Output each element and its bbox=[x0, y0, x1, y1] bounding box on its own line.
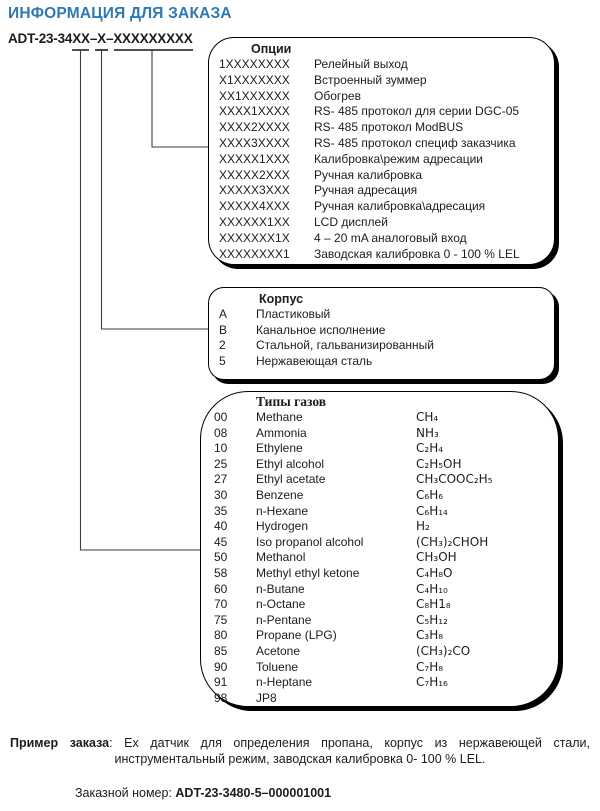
gas-code: 85 bbox=[214, 643, 228, 658]
gas-row bbox=[201, 691, 558, 707]
option-label: 4 – 20 mA аналоговый вход bbox=[314, 230, 467, 245]
leader-housing-box bbox=[102, 50, 209, 329]
order-number-line bbox=[75, 786, 331, 800]
option-label: Калибровка\режим адресации bbox=[314, 151, 483, 166]
gas-formula: C₂H₅OH bbox=[416, 456, 462, 471]
gas-name: n-Pentane bbox=[256, 612, 312, 627]
order-number-label: Заказной номер: bbox=[75, 786, 176, 800]
option-row bbox=[209, 215, 554, 231]
gas-row bbox=[201, 519, 558, 535]
gas-formula: (CH₃)₂CHOH bbox=[416, 534, 489, 549]
option-row bbox=[209, 89, 554, 105]
gas-row bbox=[201, 472, 558, 488]
gas-formula: CH₃OH bbox=[416, 550, 457, 565]
gas-code: 70 bbox=[214, 597, 228, 612]
gas-code: 10 bbox=[214, 441, 228, 456]
gas-row bbox=[201, 535, 558, 551]
housing-code: B bbox=[219, 322, 228, 337]
housing-code: A bbox=[219, 307, 228, 321]
gas-row bbox=[201, 457, 558, 473]
option-code: XXXXX4XXX bbox=[219, 199, 290, 214]
option-label: LCD дисплей bbox=[314, 214, 388, 229]
housing-box bbox=[208, 287, 555, 380]
gas-row bbox=[201, 441, 558, 457]
gas-code: 08 bbox=[214, 425, 228, 440]
option-label: Ручная адресация bbox=[314, 183, 418, 198]
housing-row bbox=[209, 307, 554, 323]
gas-name: Acetone bbox=[256, 643, 301, 658]
gas-code: 75 bbox=[214, 612, 228, 627]
leader-options-box bbox=[152, 50, 208, 147]
gas-formula: C₈H1₈ bbox=[416, 597, 451, 612]
gas-row bbox=[201, 675, 558, 691]
option-label: Ручная калибровка bbox=[314, 167, 423, 182]
gas-row bbox=[201, 613, 558, 629]
gas-formula: C₄H₈O bbox=[416, 565, 453, 580]
option-code: XXXX2XXXX bbox=[219, 120, 290, 135]
gas-formula: H₂ bbox=[416, 519, 430, 534]
gas-row bbox=[201, 582, 558, 598]
gas-code: 98 bbox=[214, 690, 228, 705]
gas-formula: (CH₃)₂CO bbox=[416, 643, 471, 658]
option-row bbox=[209, 136, 554, 152]
gas-formula: C₇H₁₆ bbox=[416, 675, 448, 690]
gas-name: Hydrogen bbox=[256, 519, 309, 534]
order-example-text-line2: инструментальный режим, заводская калибровка 0- 100 % LEL. bbox=[114, 751, 486, 766]
gas-formula: NH₃ bbox=[416, 425, 439, 440]
option-code: XXXX3XXXX bbox=[219, 135, 290, 150]
option-label: RS- 485 протокол ModBUS bbox=[314, 120, 464, 135]
options-box bbox=[208, 37, 555, 265]
gas-formula: C₄H₁₀ bbox=[416, 581, 448, 596]
gas-formula: C₇H₈ bbox=[416, 659, 444, 674]
gas-name: n-Butane bbox=[256, 581, 305, 596]
order-example-text-line1: : Ex датчик для определения пропана, корпус из нержавеющей стали, bbox=[109, 736, 590, 750]
gas-row bbox=[201, 644, 558, 660]
option-code: 1XXXXXXXX bbox=[219, 57, 290, 71]
housing-label: Пластиковый bbox=[256, 307, 331, 321]
gas-name: Ethyl acetate bbox=[256, 472, 326, 487]
gas-name: n-Hexane bbox=[256, 503, 309, 518]
housing-list bbox=[209, 307, 554, 370]
gas-row bbox=[201, 488, 558, 504]
option-row bbox=[209, 168, 554, 184]
option-code: XXXX1XXXX bbox=[219, 104, 290, 119]
option-row bbox=[209, 152, 554, 168]
gas-code: 45 bbox=[214, 534, 228, 549]
option-row bbox=[209, 104, 554, 120]
housing-row bbox=[209, 338, 554, 354]
option-code: XXXXX3XXX bbox=[219, 183, 290, 198]
gas-formula: C₂H₄ bbox=[416, 441, 444, 456]
options-box-title: Опции bbox=[251, 42, 292, 56]
gas-name: Methanol bbox=[256, 550, 306, 565]
gas-name: Ethylene bbox=[256, 441, 303, 456]
gas-row bbox=[201, 597, 558, 613]
option-label: Ручная калибровка\адресация bbox=[314, 199, 486, 214]
gas-code: 90 bbox=[214, 659, 228, 674]
leader-gas-box bbox=[81, 50, 201, 550]
gas-formula: C₃H₈ bbox=[416, 628, 444, 643]
gas-formula: C₆H₁₄ bbox=[416, 503, 448, 518]
gas-name: n-Heptane bbox=[256, 675, 313, 690]
option-row bbox=[209, 57, 554, 73]
housing-row bbox=[209, 323, 554, 339]
option-code: X1XXXXXXX bbox=[219, 72, 290, 87]
housing-label: Нержавеющая сталь bbox=[256, 354, 373, 369]
gas-row bbox=[201, 504, 558, 520]
gas-name: Propane (LPG) bbox=[256, 628, 337, 643]
housing-label: Канальное исполнение bbox=[256, 322, 386, 337]
gas-name: Iso propanol alcohol bbox=[256, 534, 364, 549]
gas-formula: C₅H₁₂ bbox=[416, 612, 448, 627]
housing-box-title: Корпус bbox=[259, 292, 304, 306]
option-code: XXXXXX1XX bbox=[219, 214, 290, 229]
part-number: ADT-23-34XX–X–XXXXXXXXX bbox=[8, 31, 193, 46]
gas-code: 35 bbox=[214, 503, 228, 518]
gas-row bbox=[201, 410, 558, 426]
option-label: Обогрев bbox=[314, 88, 361, 103]
gas-code: 25 bbox=[214, 456, 228, 471]
gas-name: n-Octane bbox=[256, 597, 306, 612]
housing-code: 2 bbox=[219, 338, 226, 353]
option-code: XX1XXXXXX bbox=[219, 88, 290, 103]
gas-row bbox=[201, 660, 558, 676]
gas-row bbox=[201, 550, 558, 566]
order-example bbox=[10, 736, 590, 767]
gas-formula: CH₃COOC₂H₅ bbox=[416, 472, 493, 487]
option-label: Заводская калибровка 0 - 100 % LEL bbox=[314, 246, 520, 261]
gas-formula: C₆H₆ bbox=[416, 487, 444, 502]
option-code: XXXXX2XXX bbox=[219, 167, 290, 182]
housing-row bbox=[209, 354, 554, 370]
gas-name: Methane bbox=[256, 410, 303, 424]
gas-code: 50 bbox=[214, 550, 228, 565]
gas-name: JP8 bbox=[256, 690, 277, 705]
gas-row bbox=[201, 566, 558, 582]
housing-label: Стальной, гальванизированный bbox=[256, 338, 434, 353]
option-row bbox=[209, 73, 554, 89]
option-code: XXXXX1XXX bbox=[219, 151, 290, 166]
gas-name: Methyl ethyl ketone bbox=[256, 565, 360, 580]
option-label: Встроенный зуммер bbox=[314, 72, 427, 87]
gas-name: Benzene bbox=[256, 487, 304, 502]
options-list bbox=[209, 57, 554, 262]
gas-name: Toluene bbox=[256, 659, 299, 674]
gas-code: 00 bbox=[214, 410, 228, 424]
gas-types-list bbox=[201, 410, 558, 706]
page-title: ИНФОРМАЦИЯ ДЛЯ ЗАКАЗА bbox=[8, 5, 232, 22]
gas-code: 58 bbox=[214, 565, 228, 580]
option-row bbox=[209, 120, 554, 136]
option-label: RS- 485 протокол для серии DGC-05 bbox=[314, 104, 520, 119]
gas-code: 91 bbox=[214, 675, 228, 690]
gas-row bbox=[201, 426, 558, 442]
option-label: Релейный выход bbox=[314, 57, 408, 71]
option-row bbox=[209, 199, 554, 215]
order-number-value: ADT-23-3480-5–000001001 bbox=[175, 786, 332, 800]
option-code: XXXXXXXX1 bbox=[219, 246, 290, 261]
gas-formula: CH₄ bbox=[416, 410, 439, 424]
gas-name: Ammonia bbox=[256, 425, 307, 440]
gas-name: Ethyl alcohol bbox=[256, 456, 325, 471]
gas-code: 30 bbox=[214, 487, 228, 502]
gas-code: 40 bbox=[214, 519, 228, 534]
gas-row bbox=[201, 628, 558, 644]
option-code: XXXXXXX1X bbox=[219, 230, 290, 245]
gas-code: 80 bbox=[214, 628, 228, 643]
gas-types-box-title: Типы газов bbox=[256, 394, 327, 409]
option-row bbox=[209, 183, 554, 199]
order-example-label: Пример заказа bbox=[10, 736, 110, 750]
option-row bbox=[209, 231, 554, 247]
gas-code: 27 bbox=[214, 472, 228, 487]
option-label: RS- 485 протокол специф заказчика bbox=[314, 135, 516, 150]
gas-types-box bbox=[200, 391, 559, 707]
housing-code: 5 bbox=[219, 354, 226, 369]
gas-code: 60 bbox=[214, 581, 228, 596]
option-row bbox=[209, 247, 554, 263]
